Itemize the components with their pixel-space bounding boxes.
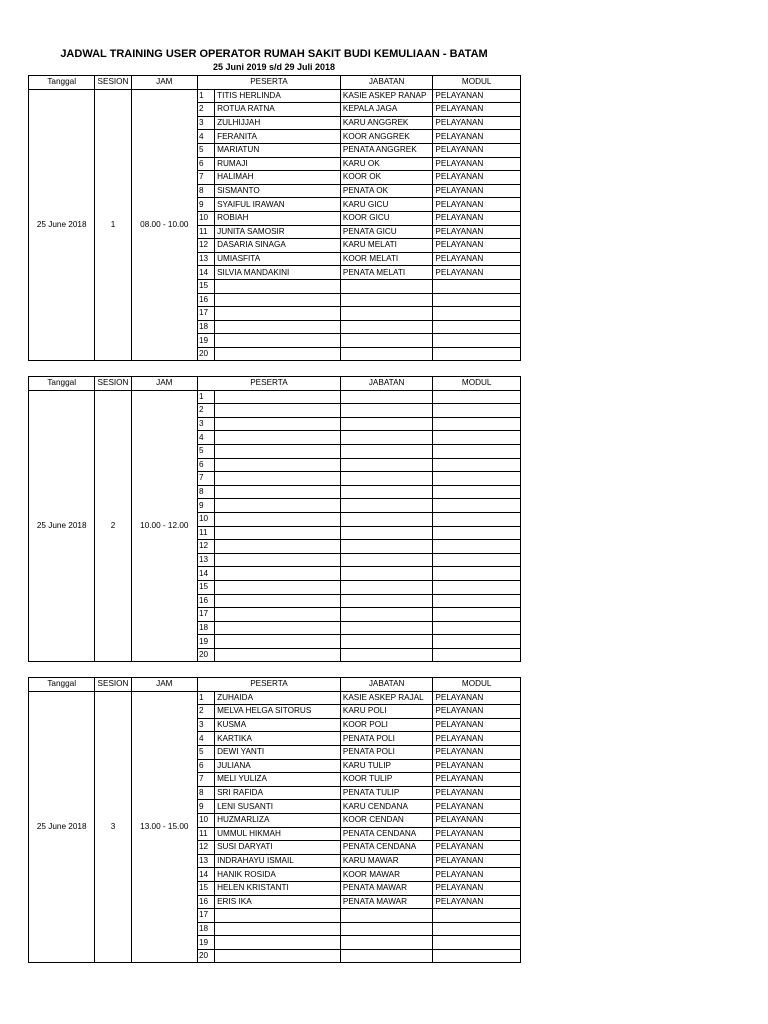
participant-cell: SRI RAFIDA <box>215 786 341 800</box>
participant-cell <box>215 347 341 361</box>
position-cell <box>340 936 433 950</box>
module-cell: PELAYANAN <box>433 759 521 773</box>
row-number-cell: 12 <box>198 540 215 554</box>
position-cell <box>340 472 433 486</box>
header-sesion: SESION <box>95 377 131 391</box>
position-cell: KARU POLI <box>340 705 433 719</box>
position-cell: KOOR POLI <box>340 718 433 732</box>
participant-cell: RUMAJI <box>215 157 341 171</box>
row-number-cell: 6 <box>198 458 215 472</box>
participant-cell <box>215 567 341 581</box>
participant-cell <box>215 936 341 950</box>
position-cell <box>340 485 433 499</box>
participant-cell <box>215 458 341 472</box>
position-cell <box>340 635 433 649</box>
session-number-cell: 3 <box>95 691 131 963</box>
module-cell <box>433 390 521 404</box>
row-number-cell: 10 <box>198 211 215 225</box>
table-row <box>29 390 521 404</box>
position-cell <box>340 458 433 472</box>
row-number-cell: 2 <box>198 103 215 117</box>
header-peserta: PESERTA <box>198 76 341 90</box>
participant-cell <box>215 390 341 404</box>
header-peserta: PESERTA <box>198 678 341 692</box>
row-number-cell: 18 <box>198 621 215 635</box>
position-cell: PENATA POLI <box>340 732 433 746</box>
row-number-cell: 17 <box>198 307 215 321</box>
participant-cell: KARTIKA <box>215 732 341 746</box>
participant-cell <box>215 320 341 334</box>
row-number-cell: 12 <box>198 239 215 253</box>
row-number-cell: 7 <box>198 472 215 486</box>
module-cell: PELAYANAN <box>433 745 521 759</box>
row-number-cell: 20 <box>198 949 215 963</box>
session-table-2 <box>28 376 521 662</box>
position-cell <box>340 293 433 307</box>
module-cell: PELAYANAN <box>433 827 521 841</box>
position-cell <box>340 444 433 458</box>
row-number-cell: 20 <box>198 648 215 662</box>
position-cell: PENATA MAWAR <box>340 881 433 895</box>
participant-cell <box>215 526 341 540</box>
module-cell <box>433 949 521 963</box>
position-cell: KARU OK <box>340 157 433 171</box>
module-cell: PELAYANAN <box>433 211 521 225</box>
position-cell: KASIE ASKEP RANAP <box>340 89 433 103</box>
position-cell <box>340 594 433 608</box>
position-cell: KASIE ASKEP RAJAL <box>340 691 433 705</box>
row-number-cell: 15 <box>198 881 215 895</box>
module-cell <box>433 580 521 594</box>
row-number-cell: 17 <box>198 909 215 923</box>
module-cell <box>433 512 521 526</box>
participant-cell: UMIASFITA <box>215 252 341 266</box>
module-cell: PELAYANAN <box>433 252 521 266</box>
header-jam: JAM <box>131 377 197 391</box>
position-cell <box>340 334 433 348</box>
row-number-cell: 1 <box>198 691 215 705</box>
row-number-cell: 13 <box>198 854 215 868</box>
participant-cell: SYAIFUL IRAWAN <box>215 198 341 212</box>
row-number-cell: 2 <box>198 705 215 719</box>
position-cell: KOOR MAWAR <box>340 868 433 882</box>
module-cell: PELAYANAN <box>433 103 521 117</box>
module-cell <box>433 485 521 499</box>
position-cell: KOOR CENDAN <box>340 813 433 827</box>
participant-cell <box>215 485 341 499</box>
module-cell: PELAYANAN <box>433 773 521 787</box>
module-cell: PELAYANAN <box>433 800 521 814</box>
row-number-cell: 11 <box>198 827 215 841</box>
module-cell: PELAYANAN <box>433 89 521 103</box>
header-jabatan: JABATAN <box>340 377 433 391</box>
session-table-3 <box>28 677 521 963</box>
position-cell: KEPALA JAGA <box>340 103 433 117</box>
module-cell <box>433 526 521 540</box>
header-sesion: SESION <box>95 678 131 692</box>
module-cell: PELAYANAN <box>433 718 521 732</box>
row-number-cell: 11 <box>198 526 215 540</box>
row-number-cell: 3 <box>198 116 215 130</box>
module-cell <box>433 567 521 581</box>
participant-cell <box>215 594 341 608</box>
row-number-cell: 14 <box>198 868 215 882</box>
row-number-cell: 7 <box>198 171 215 185</box>
participant-cell <box>215 621 341 635</box>
module-cell: PELAYANAN <box>433 143 521 157</box>
position-cell <box>340 526 433 540</box>
row-number-cell: 16 <box>198 594 215 608</box>
position-cell <box>340 553 433 567</box>
module-cell <box>433 499 521 513</box>
participant-cell <box>215 949 341 963</box>
position-cell: KOOR MELATI <box>340 252 433 266</box>
row-number-cell: 13 <box>198 252 215 266</box>
row-number-cell: 10 <box>198 512 215 526</box>
table-row <box>29 89 521 103</box>
position-cell <box>340 307 433 321</box>
module-cell: PELAYANAN <box>433 184 521 198</box>
participant-cell <box>215 922 341 936</box>
header-jabatan: JABATAN <box>340 678 433 692</box>
participant-cell: ERIS IKA <box>215 895 341 909</box>
participant-cell <box>215 608 341 622</box>
participant-cell <box>215 444 341 458</box>
position-cell: KARU TULIP <box>340 759 433 773</box>
module-cell: PELAYANAN <box>433 239 521 253</box>
position-cell <box>340 347 433 361</box>
row-number-cell: 3 <box>198 417 215 431</box>
module-cell: PELAYANAN <box>433 786 521 800</box>
participant-cell: DASARIA SINAGA <box>215 239 341 253</box>
position-cell: PENATA TULIP <box>340 786 433 800</box>
participant-cell <box>215 635 341 649</box>
participant-cell: HALIMAH <box>215 171 341 185</box>
row-number-cell: 7 <box>198 773 215 787</box>
module-cell <box>433 404 521 418</box>
module-cell: PELAYANAN <box>433 130 521 144</box>
row-number-cell: 14 <box>198 266 215 280</box>
date-cell: 25 June 2018 <box>29 390 95 662</box>
participant-cell: MELI YULIZA <box>215 773 341 787</box>
position-cell <box>340 499 433 513</box>
table-header-row <box>29 76 521 90</box>
row-number-cell: 10 <box>198 813 215 827</box>
row-number-cell: 9 <box>198 198 215 212</box>
module-cell: PELAYANAN <box>433 895 521 909</box>
participant-cell: ROTUA RATNA <box>215 103 341 117</box>
module-cell <box>433 648 521 662</box>
participant-cell: HANIK ROSIDA <box>215 868 341 882</box>
position-cell <box>340 540 433 554</box>
position-cell <box>340 580 433 594</box>
participant-cell: HUZMARLIZA <box>215 813 341 827</box>
participant-cell: ZUHAIDA <box>215 691 341 705</box>
participant-cell: JUNITA SAMOSIR <box>215 225 341 239</box>
participant-cell: SILVIA MANDAKINI <box>215 266 341 280</box>
header-tanggal: Tanggal <box>29 678 95 692</box>
module-cell <box>433 320 521 334</box>
row-number-cell: 3 <box>198 718 215 732</box>
row-number-cell: 15 <box>198 580 215 594</box>
module-cell <box>433 444 521 458</box>
position-cell <box>340 621 433 635</box>
position-cell: KARU GICU <box>340 198 433 212</box>
participant-cell <box>215 417 341 431</box>
header-jam: JAM <box>131 678 197 692</box>
position-cell: PENATA OK <box>340 184 433 198</box>
participant-cell: DEWI YANTI <box>215 745 341 759</box>
module-cell <box>433 594 521 608</box>
position-cell <box>340 431 433 445</box>
participant-cell <box>215 499 341 513</box>
participant-cell: LENI SUSANTI <box>215 800 341 814</box>
row-number-cell: 16 <box>198 895 215 909</box>
position-cell <box>340 922 433 936</box>
position-cell: KOOR OK <box>340 171 433 185</box>
participant-cell <box>215 580 341 594</box>
row-number-cell: 8 <box>198 184 215 198</box>
time-cell: 10.00 - 12.00 <box>131 390 197 662</box>
document-subtitle: 25 Juni 2019 s/d 29 Juli 2018 <box>212 62 336 72</box>
module-cell: PELAYANAN <box>433 266 521 280</box>
module-cell <box>433 334 521 348</box>
module-cell <box>433 608 521 622</box>
position-cell: PENATA ANGGREK <box>340 143 433 157</box>
position-cell <box>340 279 433 293</box>
position-cell <box>340 417 433 431</box>
participant-cell: HELEN KRISTANTI <box>215 881 341 895</box>
participant-cell: UMMUL HIKMAH <box>215 827 341 841</box>
row-number-cell: 11 <box>198 225 215 239</box>
row-number-cell: 9 <box>198 800 215 814</box>
module-cell <box>433 417 521 431</box>
position-cell <box>340 949 433 963</box>
row-number-cell: 1 <box>198 390 215 404</box>
module-cell: PELAYANAN <box>433 732 521 746</box>
row-number-cell: 2 <box>198 404 215 418</box>
module-cell: PELAYANAN <box>433 854 521 868</box>
position-cell <box>340 320 433 334</box>
position-cell: KOOR GICU <box>340 211 433 225</box>
row-number-cell: 15 <box>198 279 215 293</box>
header-modul: MODUL <box>433 678 521 692</box>
participant-cell <box>215 293 341 307</box>
header-modul: MODUL <box>433 377 521 391</box>
participant-cell: MELVA HELGA SITORUS <box>215 705 341 719</box>
module-cell <box>433 553 521 567</box>
table-row <box>29 691 521 705</box>
participant-cell <box>215 540 341 554</box>
row-number-cell: 1 <box>198 89 215 103</box>
header-tanggal: Tanggal <box>29 377 95 391</box>
module-cell <box>433 279 521 293</box>
header-jam: JAM <box>131 76 197 90</box>
module-cell: PELAYANAN <box>433 868 521 882</box>
position-cell <box>340 648 433 662</box>
session-table-1 <box>28 75 521 361</box>
module-cell <box>433 621 521 635</box>
document-title: JADWAL TRAINING USER OPERATOR RUMAH SAKIT BUDI KEMULIAAN - BATAM <box>60 48 488 60</box>
position-cell: KARU CENDANA <box>340 800 433 814</box>
participant-cell <box>215 404 341 418</box>
participant-cell: FERANITA <box>215 130 341 144</box>
row-number-cell: 14 <box>198 567 215 581</box>
position-cell: PENATA CENDANA <box>340 827 433 841</box>
row-number-cell: 20 <box>198 347 215 361</box>
row-number-cell: 6 <box>198 157 215 171</box>
position-cell: PENATA GICU <box>340 225 433 239</box>
row-number-cell: 19 <box>198 334 215 348</box>
module-cell <box>433 472 521 486</box>
module-cell: PELAYANAN <box>433 881 521 895</box>
date-cell: 25 June 2018 <box>29 89 95 361</box>
module-cell <box>433 458 521 472</box>
position-cell <box>340 404 433 418</box>
participant-cell: MARIATUN <box>215 143 341 157</box>
position-cell: PENATA MELATI <box>340 266 433 280</box>
participant-cell: SUSI DARYATI <box>215 841 341 855</box>
participant-cell <box>215 909 341 923</box>
position-cell <box>340 608 433 622</box>
row-number-cell: 4 <box>198 431 215 445</box>
row-number-cell: 4 <box>198 732 215 746</box>
header-modul: MODUL <box>433 76 521 90</box>
participant-cell: TITIS HERLINDA <box>215 89 341 103</box>
module-cell <box>433 635 521 649</box>
position-cell <box>340 909 433 923</box>
participant-cell: SISMANTO <box>215 184 341 198</box>
row-number-cell: 8 <box>198 485 215 499</box>
session-number-cell: 2 <box>95 390 131 662</box>
module-cell: PELAYANAN <box>433 813 521 827</box>
row-number-cell: 16 <box>198 293 215 307</box>
participant-cell <box>215 307 341 321</box>
position-cell: KARU ANGGREK <box>340 116 433 130</box>
row-number-cell: 19 <box>198 635 215 649</box>
row-number-cell: 5 <box>198 444 215 458</box>
date-cell: 25 June 2018 <box>29 691 95 963</box>
row-number-cell: 17 <box>198 608 215 622</box>
module-cell <box>433 922 521 936</box>
header-tanggal: Tanggal <box>29 76 95 90</box>
row-number-cell: 8 <box>198 786 215 800</box>
module-cell: PELAYANAN <box>433 225 521 239</box>
module-cell <box>433 293 521 307</box>
row-number-cell: 18 <box>198 922 215 936</box>
header-peserta: PESERTA <box>198 377 341 391</box>
participant-cell <box>215 553 341 567</box>
row-number-cell: 19 <box>198 936 215 950</box>
module-cell <box>433 540 521 554</box>
session-number-cell: 1 <box>95 89 131 361</box>
participant-cell: JULIANA <box>215 759 341 773</box>
table-header-row <box>29 678 521 692</box>
position-cell: KARU MAWAR <box>340 854 433 868</box>
module-cell: PELAYANAN <box>433 841 521 855</box>
participant-cell <box>215 431 341 445</box>
time-cell: 08.00 - 10.00 <box>131 89 197 361</box>
participant-cell <box>215 648 341 662</box>
row-number-cell: 18 <box>198 320 215 334</box>
module-cell <box>433 307 521 321</box>
position-cell: KOOR ANGGREK <box>340 130 433 144</box>
participant-cell: ZULHIJJAH <box>215 116 341 130</box>
participant-cell <box>215 472 341 486</box>
row-number-cell: 12 <box>198 841 215 855</box>
header-sesion: SESION <box>95 76 131 90</box>
position-cell <box>340 512 433 526</box>
module-cell <box>433 431 521 445</box>
header-jabatan: JABATAN <box>340 76 433 90</box>
time-cell: 13.00 - 15.00 <box>131 691 197 963</box>
participant-cell <box>215 334 341 348</box>
module-cell <box>433 347 521 361</box>
module-cell <box>433 909 521 923</box>
participant-cell: KUSMA <box>215 718 341 732</box>
row-number-cell: 4 <box>198 130 215 144</box>
participant-cell: INDRAHAYU ISMAIL <box>215 854 341 868</box>
module-cell: PELAYANAN <box>433 157 521 171</box>
module-cell: PELAYANAN <box>433 691 521 705</box>
participant-cell: ROBIAH <box>215 211 341 225</box>
position-cell <box>340 390 433 404</box>
position-cell: KARU MELATI <box>340 239 433 253</box>
row-number-cell: 6 <box>198 759 215 773</box>
position-cell: PENATA CENDANA <box>340 841 433 855</box>
row-number-cell: 9 <box>198 499 215 513</box>
module-cell <box>433 936 521 950</box>
participant-cell <box>215 279 341 293</box>
position-cell: PENATA MAWAR <box>340 895 433 909</box>
module-cell: PELAYANAN <box>433 198 521 212</box>
module-cell: PELAYANAN <box>433 705 521 719</box>
position-cell <box>340 567 433 581</box>
module-cell: PELAYANAN <box>433 171 521 185</box>
participant-cell <box>215 512 341 526</box>
position-cell: KOOR TULIP <box>340 773 433 787</box>
module-cell: PELAYANAN <box>433 116 521 130</box>
row-number-cell: 13 <box>198 553 215 567</box>
row-number-cell: 5 <box>198 143 215 157</box>
row-number-cell: 5 <box>198 745 215 759</box>
table-header-row <box>29 377 521 391</box>
position-cell: PENATA POLI <box>340 745 433 759</box>
